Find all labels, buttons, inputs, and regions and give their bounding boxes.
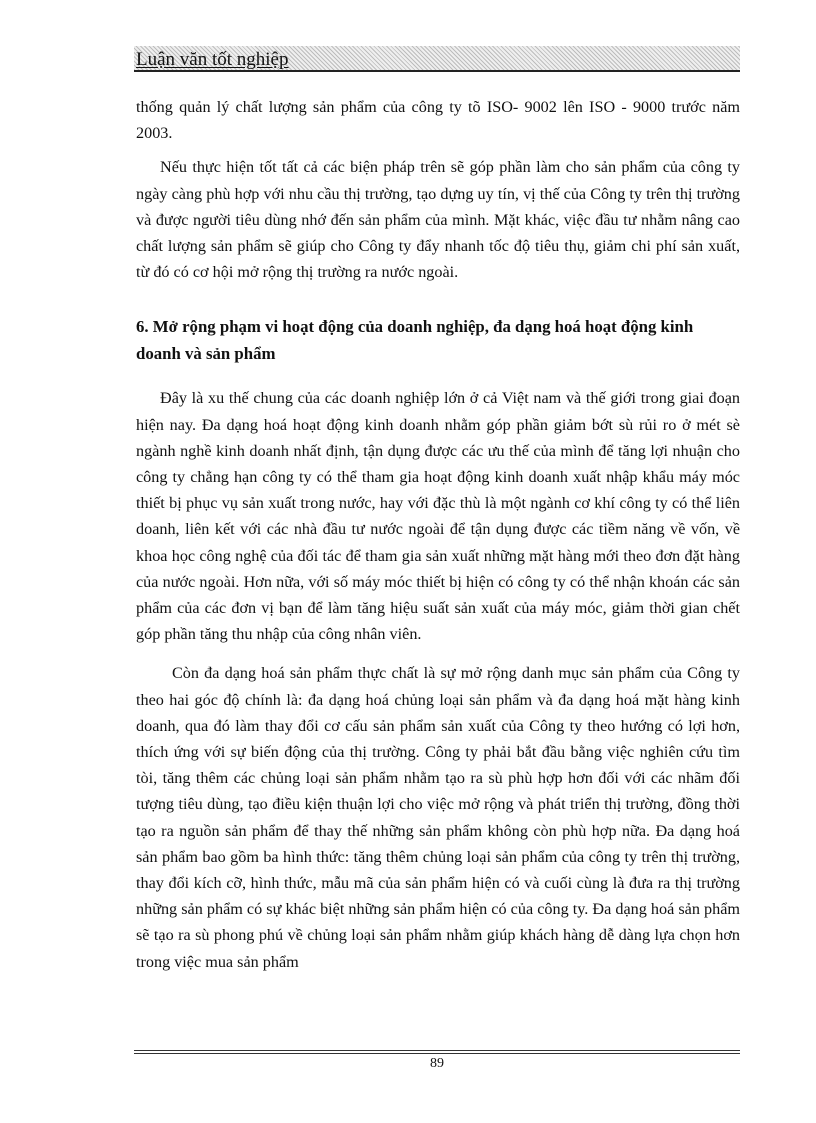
paragraph-quality-measures: Nếu thực hiện tốt tất cả các biện pháp trên sẽ góp phần làm cho sản phẩm của công ty ngày càng phù hợp với nhu cầu thị trường, tạo dựng uy tín, vị thế của Công ty trên thị trường và được người tiêu dùng nhớ đến sản phẩm của mình. Mặt khác, việc đầu tư nhằm nâng cao chất lượng sản phẩm sẽ giúp cho Công ty đẩy nhanh tốc độ tiêu thụ, giảm chi phí sản xuất, từ đó có cơ hội mở rộng thị trường ra nước ngoài. bbox=[136, 158, 740, 282]
footer-rule-bottom bbox=[134, 1053, 740, 1054]
page-number: 89 bbox=[430, 1056, 444, 1071]
page-header bbox=[134, 46, 740, 72]
section-heading: 6. Mở rộng phạm vi hoạt động của doanh nghiệp, đa dạng hoá hoạt động kinh doanh và sản phẩm bbox=[136, 317, 694, 363]
paragraph-product-diversification: Còn đa dạng hoá sản phẩm thực chất là sự mở rộng danh mục sản phẩm của Công ty theo hai góc độ chính là: đa dạng hoá chủng loại sản phẩm và đa dạng hoá mặt hàng kinh doanh, qua đó làm thay đổi cơ cấu sản phẩm sản xuất của Công ty theo hướng có lợi hơn, thích ứng với sự biến động của thị trường. Công ty phải bắt đầu bằng việc nghiên cứu tìm tòi, tăng thêm các chủng loại sản phẩm nhằm tạo ra sù phù hợp hơn đối với các nhãm đối tượng tiêu dùng, tạo điều kiện thuận lợi cho việc mở rộng và phát triển thị trường, đồng thời tạo ra nguồn sản phẩm để thay thế những sản phẩm không còn phù hợp nữa. Đa dạng hoá sản phẩm bao gồm ba hình thức: tăng thêm chủng loại sản phẩm của công ty trên thị trường, thay đổi kích cỡ, hình thức, mẫu mã của sản phẩm hiện có và cuối cùng là đưa ra thị trường những sản phẩm có sự khác biệt những sản phẩm hiện có của công ty. Đa dạng hoá sản phẩm sẽ tạo ra sù phong phú về chủng loại sản phẩm nhằm giúp khách hàng dễ dàng lựa chọn hơn trong việc mua sản phẩm bbox=[136, 664, 740, 971]
header-title: Luận văn tốt nghiệp bbox=[136, 49, 289, 70]
paragraph-continuation: thống quản lý chất lượng sản phẩm của công ty tõ ISO- 9002 lên ISO - 9000 trước năm 2003. bbox=[136, 98, 740, 143]
footer-rule-top bbox=[134, 1050, 740, 1051]
document-body bbox=[136, 94, 740, 975]
paragraph-diversification-trend: Đây là xu thế chung của các doanh nghiệp lớn ở cả Việt nam và thế giới trong giai đoạn hiện nay. Đa dạng hoá hoạt động kinh doanh nhằm góp phần giảm bớt sù rủi ro ở mét sè ngành nghề kinh doanh nhất định, tận dụng được các ưu thế của mình để tăng lợi nhuận cho công ty chẳng hạn công ty có thể tham gia hoạt động kinh doanh xuất nhập khẩu máy móc thiết bị phục vụ sản xuất trong nước, hay với đặc thù là một ngành cơ khí công ty có thể liên doanh, liên kết với các nhà đầu tư nước ngoài để tận dụng được các tiềm năng về vốn, về khoa học công nghệ của đối tác để tham gia sản xuất những mặt hàng mới theo đơn đặt hàng của nước ngoài. Hơn nữa, với số máy móc thiết bị hiện có công ty có thể nhận khoán các sản phẩm của các đơn vị bạn để làm tăng hiệu suất sản xuất của máy móc, giảm thời gian chết góp phần tăng thu nhập của công nhân viên. bbox=[136, 389, 740, 644]
